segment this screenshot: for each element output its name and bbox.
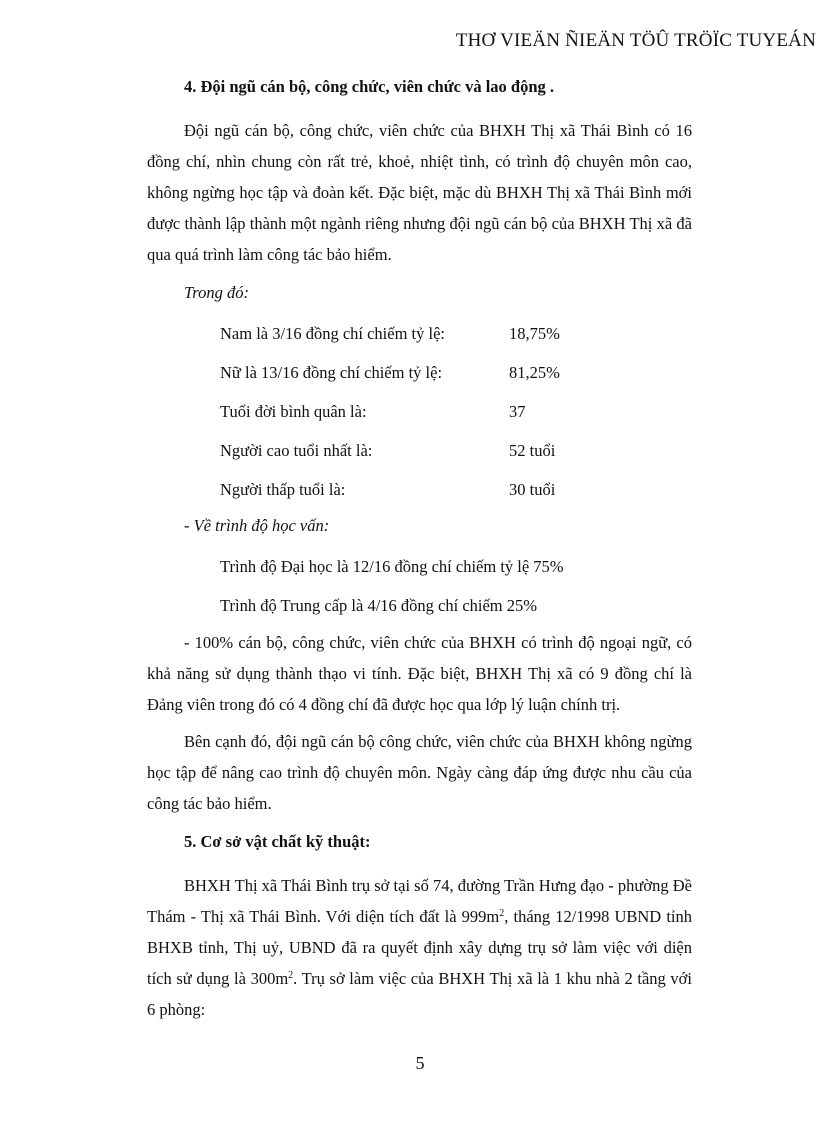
running-header: THƠ VIEÄN ÑIEÄN TÖÛ TRÖÏC TUYEÁN (455, 30, 816, 51)
stat-value: 52 tuổi (509, 441, 556, 460)
section-5-heading: 5. Cơ sở vật chất kỹ thuật: (184, 832, 371, 851)
stat-label: Người cao tuổi nhất là: (220, 441, 373, 460)
page-number: 5 (415, 1053, 425, 1073)
section-4-heading: 4. Đội ngũ cán bộ, công chức, viên chức và lao động . (184, 77, 555, 96)
section-4-paragraph-2: - 100% cán bộ, công chức, viên chức của BHXH có trình độ ngoại ngữ, có khả năng sử dụng thành thạo vi tính. Đặc biệt, BHXH Thị xã có 9 đồng chí là Đảng viên trong đó có 4 đồng chí đã được học qua lớp lý luận chính trị. (147, 633, 692, 714)
document-body (147, 70, 692, 1031)
stat-label: Tuổi đời bình quân là: (220, 402, 367, 421)
stat-row-male (220, 314, 692, 353)
education-label: - Về trình độ học vấn: (184, 516, 330, 535)
section-4-paragraph-3: Bên cạnh đó, đội ngũ cán bộ công chức, viên chức của BHXH không ngừng học tập để nâng cao trình độ chuyên môn. Ngày càng đáp ứng được nhu cầu của công tác bảo hiểm. (147, 732, 692, 813)
stat-row-female (220, 353, 692, 392)
section-5-text-3: . Trụ sở làm việc của BHXH Thị xã là 1 khu nhà 2 tầng với 6 phòng: (147, 969, 692, 1019)
stat-label: Người thấp tuổi là: (220, 480, 346, 499)
stat-value: 18,75% (509, 324, 560, 343)
stat-value: 81,25% (509, 363, 560, 382)
area-superscript-1: 2 (499, 908, 505, 919)
stat-row-oldest (220, 431, 692, 470)
stat-value: 37 (509, 402, 526, 421)
education-university: Trình độ Đại học là 12/16 đồng chí chiếm tỷ lệ 75% (220, 557, 564, 576)
stat-label: Nam là 3/16 đồng chí chiếm tỷ lệ: (220, 324, 445, 343)
section-5-text-1: BHXH Thị xã Thái Bình trụ sở tại số 74, đường Trần Hưng đạo - phường Đề Thám - Thị xã Thái Bình. Với diện tích đất là 999m (147, 876, 692, 926)
section-5-text-2: , tháng 12/1998 UBND tỉnh BHXB tỉnh, Thị uỷ, UBND đã ra quyết định xây dựng trụ sở làm việc với diện tích sử dụng là 300m (147, 907, 692, 988)
stats-label: Trong đó: (184, 283, 249, 302)
section-4-intro-paragraph: Đội ngũ cán bộ, công chức, viên chức của BHXH Thị xã Thái Bình có 16 đồng chí, nhìn chung còn rất trẻ, khoẻ, nhiệt tình, có trình độ chuyên môn cao, không ngừng học tập và đoàn kết. Đặc biệt, mặc dù BHXH Thị xã Thái Bình mới được thành lập thành một ngành riêng nhưng đội ngũ cán bộ của BHXH Thị xã đã qua quá trình làm công tác bảo hiểm. (147, 121, 692, 264)
section-5-paragraph (147, 870, 692, 1025)
education-college: Trình độ Trung cấp là 4/16 đồng chí chiếm 25% (220, 596, 538, 615)
stat-row-average-age (220, 392, 692, 431)
stat-row-youngest (220, 470, 692, 509)
area-superscript-2: 2 (288, 970, 294, 981)
stat-value: 30 tuổi (509, 480, 556, 499)
stat-label: Nữ là 13/16 đồng chí chiếm tỷ lệ: (220, 363, 443, 382)
